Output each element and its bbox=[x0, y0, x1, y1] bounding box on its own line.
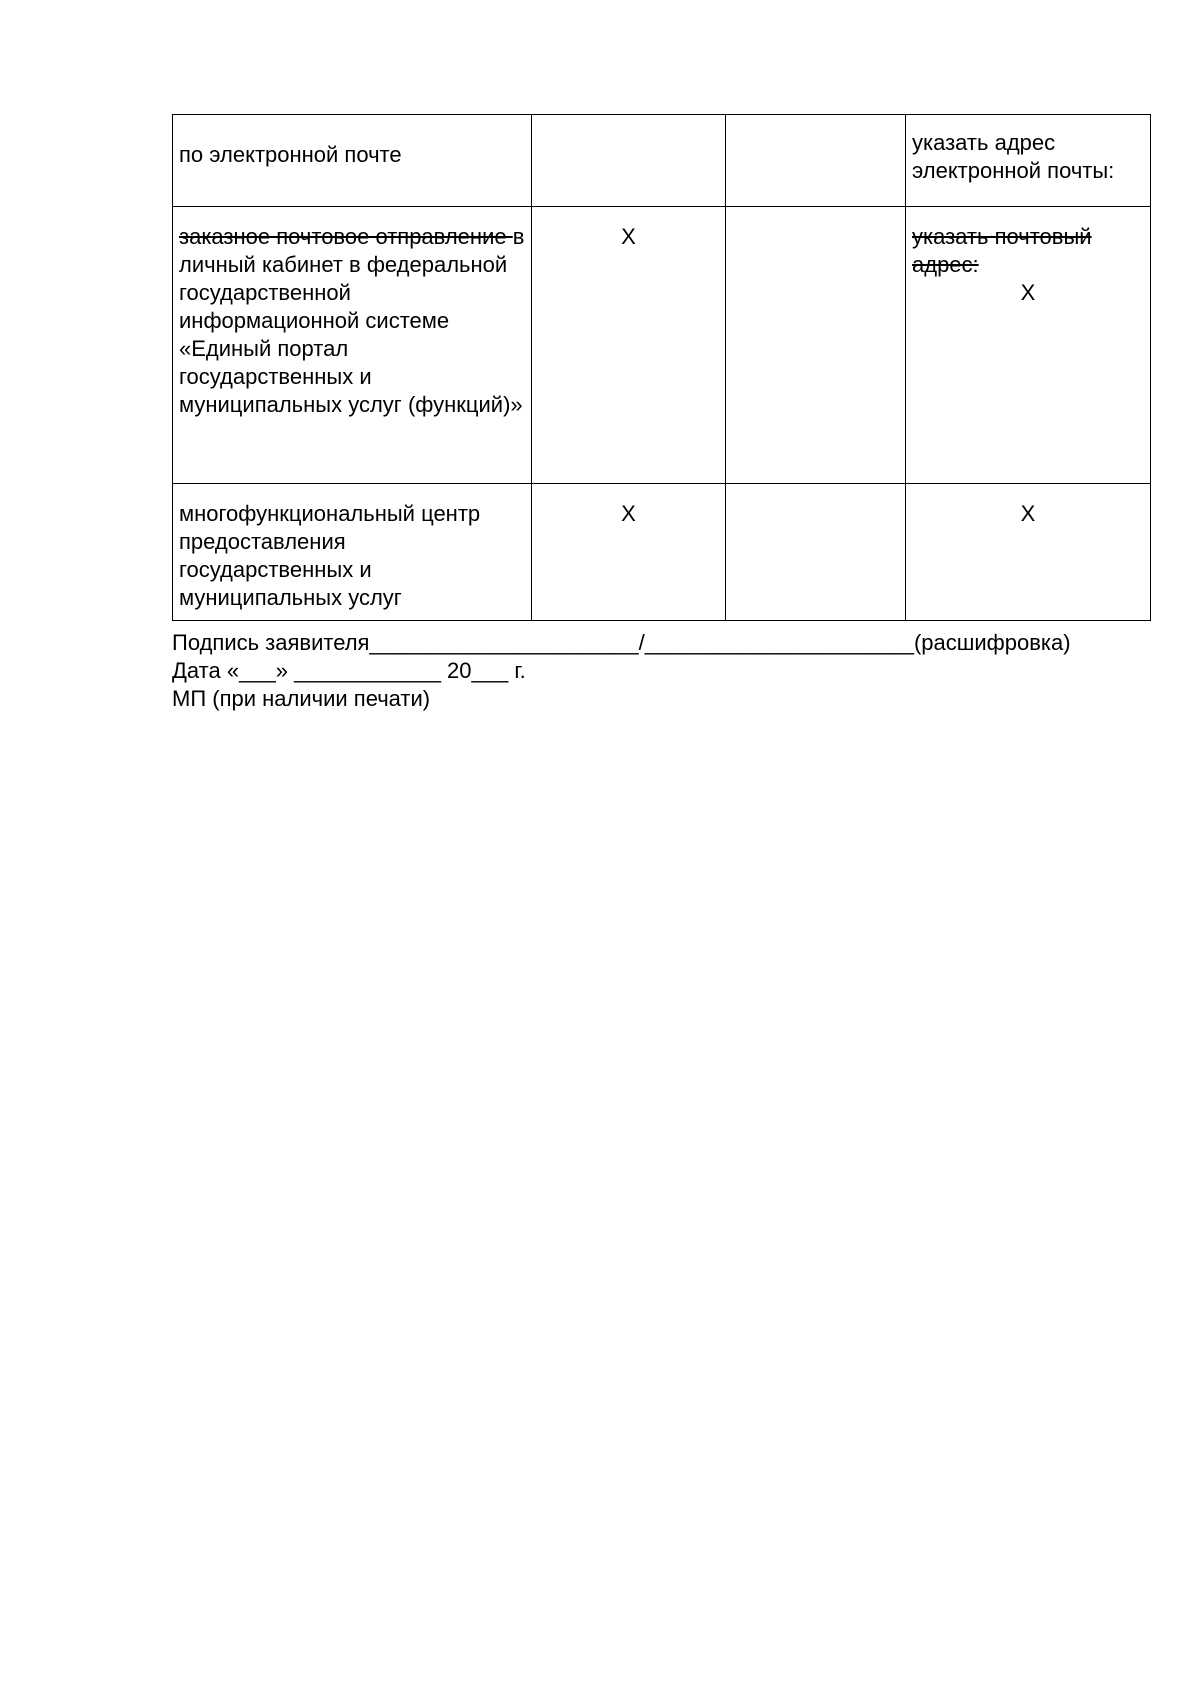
note-cell bbox=[906, 115, 1151, 207]
signature-block bbox=[172, 629, 1152, 713]
method-cell bbox=[173, 207, 532, 484]
table-row bbox=[173, 484, 1151, 621]
empty-cell bbox=[726, 207, 906, 484]
mark-cell bbox=[532, 484, 726, 621]
table-row bbox=[173, 115, 1151, 207]
struck-note-text: указать почтовый адрес: bbox=[912, 224, 1092, 277]
method-text: по электронной почте bbox=[179, 142, 402, 167]
empty-cell bbox=[726, 115, 906, 207]
note-text: указать адрес электронной почты: bbox=[912, 130, 1115, 183]
struck-method-text: заказное почтовое отправление bbox=[179, 224, 513, 249]
note-cell bbox=[906, 207, 1151, 484]
method-text: в личный кабинет в федеральной государственной информационной системе «Единый портал государственных и муниципальных услуг (функций)» bbox=[179, 224, 525, 417]
mark-text: X bbox=[621, 224, 636, 249]
mark-text: X bbox=[621, 501, 636, 526]
delivery-method-table bbox=[172, 114, 1151, 621]
note-mark-text: X bbox=[1020, 501, 1036, 526]
mark-cell bbox=[532, 207, 726, 484]
note-mark-text: X bbox=[1020, 280, 1036, 305]
method-cell bbox=[173, 115, 532, 207]
method-text: многофункциональный центр предоставления государственных и муниципальных услуг bbox=[179, 501, 481, 610]
method-cell bbox=[173, 484, 532, 621]
date-line: Дата «___» ____________ 20___ г. bbox=[172, 658, 526, 683]
stamp-line: МП (при наличии печати) bbox=[172, 686, 431, 711]
table-row bbox=[173, 207, 1151, 484]
empty-cell bbox=[726, 484, 906, 621]
signature-line: Подпись заявителя______________________/______________________(расшифровка) bbox=[172, 630, 1071, 655]
mark-cell bbox=[532, 115, 726, 207]
note-cell bbox=[906, 484, 1151, 621]
